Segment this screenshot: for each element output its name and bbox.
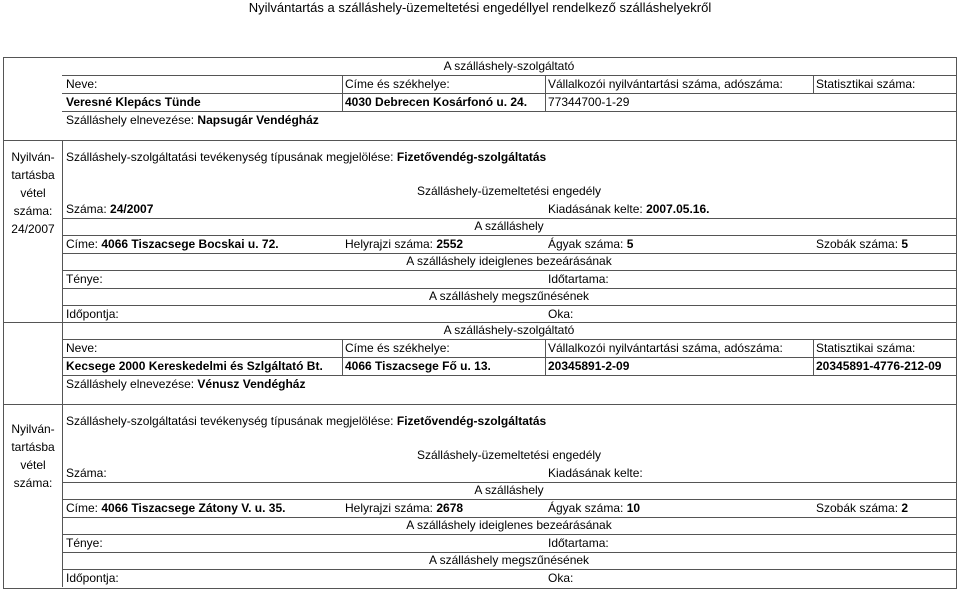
closure-duration-label: Időtartama: bbox=[548, 536, 609, 550]
provider-name: Kecsege 2000 Kereskedelmi és Szlgáltató Bt. bbox=[66, 359, 323, 373]
accommodation-address: 4066 Tiszacsege Zátony V. u. 35. bbox=[101, 501, 286, 515]
parcel-number: 2678 bbox=[436, 501, 464, 515]
provider-stat: 20345891-4776-212-09 bbox=[816, 359, 942, 373]
beds-row: Ágyak száma: 5 bbox=[548, 237, 634, 251]
termination-date-label: Időpontja: bbox=[66, 571, 119, 585]
beds: 5 bbox=[626, 237, 634, 251]
permit-date: 2007.05.16. bbox=[646, 202, 710, 216]
termination-header: A szálláshely megszűnésének bbox=[428, 289, 590, 303]
provider-header: A szálláshely-szolgáltató bbox=[443, 323, 575, 337]
accommodation-header: A szálláshely bbox=[474, 219, 544, 233]
provider-address: 4066 Tiszacsege Fő u. 13. bbox=[345, 359, 491, 373]
closure-fact-label: Ténye: bbox=[66, 536, 103, 550]
permit-header: Szálláshely-üzemeltetési engedély bbox=[416, 184, 602, 198]
activity-type: Fizetővendég-szolgáltatás bbox=[396, 150, 547, 164]
tax-label: Vállalkozói nyilvántartási száma, adószáma: bbox=[548, 341, 783, 355]
accommodation-header: A szálláshely bbox=[474, 483, 544, 497]
permit-header: Szálláshely-üzemeltetési engedély bbox=[416, 448, 602, 462]
permit-date-row: Kiadásának kelte: 2007.05.16. bbox=[548, 202, 710, 216]
address-row: Címe: 4066 Tiszacsege Zátony V. u. 35. bbox=[66, 501, 286, 515]
registry-entry-1 bbox=[3, 57, 957, 323]
rooms-row: Szobák száma: 5 bbox=[816, 237, 909, 251]
name-label: Neve: bbox=[66, 77, 98, 91]
provider-header: A szálláshely-szolgáltató bbox=[443, 59, 575, 73]
address-label: Címe és székhelye: bbox=[345, 341, 450, 355]
registry-entry-2 bbox=[3, 322, 957, 589]
stat-label: Statisztikai száma: bbox=[816, 341, 916, 355]
closure-duration-label: Időtartama: bbox=[548, 272, 609, 286]
activity-row: Szálláshely-szolgáltatási tevékenység típusának megjelölése: Fizetővendég-szolgáltatás bbox=[66, 414, 547, 428]
registration-number: 24/2007 bbox=[11, 222, 55, 236]
accommodation-address: 4066 Tiszacsege Bocskai u. 72. bbox=[101, 237, 279, 251]
temporary-closure-header: A szálláshely ideiglenes bezeárásának bbox=[406, 518, 612, 532]
address-row: Címe: 4066 Tiszacsege Bocskai u. 72. bbox=[66, 237, 279, 251]
rooms: 5 bbox=[901, 237, 909, 251]
provider-address: 4030 Debrecen Kosárfonó u. 24. bbox=[345, 95, 528, 109]
permit-number-label: Száma: bbox=[66, 466, 107, 480]
registration-label: Nyilván- tartásba vétel száma: 24/2007 bbox=[4, 148, 62, 238]
provider-tax: 20345891-2-09 bbox=[548, 359, 630, 373]
beds-row: Ágyak száma: 10 bbox=[548, 501, 641, 515]
parcel-number: 2552 bbox=[436, 237, 464, 251]
permit-number-row: Száma: 24/2007 bbox=[66, 202, 154, 216]
accommodation-name: Napsugár Vendégház bbox=[197, 113, 319, 127]
accommodation-name-row: Szálláshely elnevezése: Napsugár Vendégház bbox=[66, 113, 319, 127]
provider-tax: 77344700-1-29 bbox=[548, 95, 630, 109]
permit-date-label: Kiadásának kelte: bbox=[548, 466, 643, 480]
closure-fact-label: Ténye: bbox=[66, 272, 103, 286]
activity-row: Szálláshely-szolgáltatási tevékenység típusának megjelölése: Fizetővendég-szolgáltatás bbox=[66, 150, 547, 164]
parcel-row: Helyrajzi száma: 2552 bbox=[345, 237, 464, 251]
beds: 10 bbox=[626, 501, 641, 515]
registration-label: Nyilván- tartásba vétel száma: bbox=[11, 422, 55, 490]
temporary-closure-header: A szálláshely ideiglenes bezeárásának bbox=[406, 254, 612, 268]
activity-type: Fizetővendég-szolgáltatás bbox=[396, 414, 547, 428]
tax-label: Vállalkozói nyilvántartási száma, adószáma: bbox=[548, 77, 783, 91]
stat-label: Statisztikai száma: bbox=[816, 77, 916, 91]
termination-date-label: Időpontja: bbox=[66, 307, 119, 321]
rooms: 2 bbox=[901, 501, 909, 515]
termination-header: A szálláshely megszűnésének bbox=[428, 553, 590, 567]
accommodation-name-row: Szálláshely elnevezése: Vénusz Vendégház bbox=[66, 377, 306, 391]
rooms-row: Szobák száma: 2 bbox=[816, 501, 909, 515]
page-title: Nyilvántartás a szálláshely-üzemeltetési engedéllyel rendelkező szálláshelyekről bbox=[248, 0, 712, 15]
name-label: Neve: bbox=[66, 341, 98, 355]
parcel-row: Helyrajzi száma: 2678 bbox=[345, 501, 464, 515]
provider-name: Veresné Klepács Tünde bbox=[66, 95, 201, 109]
accommodation-name: Vénusz Vendégház bbox=[197, 377, 306, 391]
termination-reason-label: Oka: bbox=[548, 571, 574, 585]
address-label: Címe és székhelye: bbox=[345, 77, 450, 91]
permit-number: 24/2007 bbox=[110, 202, 154, 216]
termination-reason-label: Oka: bbox=[548, 307, 574, 321]
